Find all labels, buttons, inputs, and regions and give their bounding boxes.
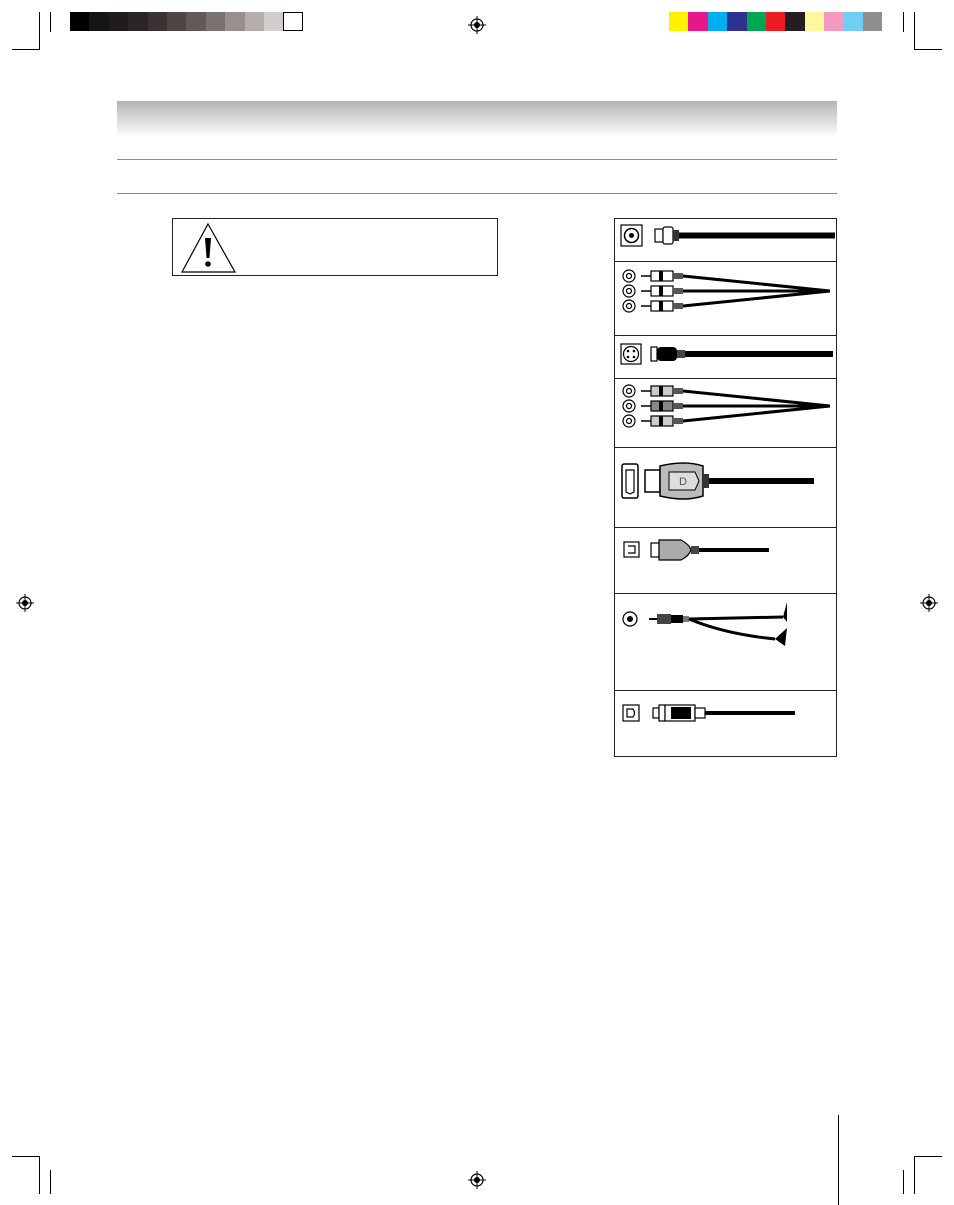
gray-swatch xyxy=(109,12,128,31)
cable-types-panel xyxy=(614,218,837,757)
pink-swatch xyxy=(824,12,843,31)
crop-mark xyxy=(12,49,40,50)
registration-mark-icon xyxy=(468,16,486,34)
coaxial-cable-row xyxy=(615,219,836,262)
caution-box xyxy=(172,218,498,276)
light-cyan-swatch xyxy=(844,12,863,31)
registration-mark-icon xyxy=(468,1171,486,1189)
registration-mark-icon xyxy=(920,594,938,612)
crop-mark xyxy=(914,1156,915,1194)
gray-swatch xyxy=(148,12,167,31)
gray-swatch xyxy=(245,12,264,31)
magenta-swatch xyxy=(688,12,707,31)
section-header-band xyxy=(117,101,837,137)
crop-mark xyxy=(914,1156,942,1157)
cyan-swatch xyxy=(708,12,727,31)
gray-swatch xyxy=(128,12,147,31)
crop-mark xyxy=(39,12,40,50)
crop-mark xyxy=(39,1156,40,1194)
gray-swatch xyxy=(283,12,302,31)
ir-blaster-cable-row xyxy=(615,594,836,691)
hdmi-cable-row xyxy=(615,448,836,528)
process-color-bar xyxy=(669,12,882,31)
warning-triangle-icon xyxy=(180,222,238,274)
red-swatch xyxy=(766,12,785,31)
yellow-swatch xyxy=(669,12,688,31)
crop-mark xyxy=(903,12,904,32)
ir-blaster-cable-icon xyxy=(615,594,836,691)
green-swatch xyxy=(747,12,766,31)
gray-swatch xyxy=(863,12,882,31)
s-video-cable-icon xyxy=(615,336,836,379)
crop-mark xyxy=(914,49,942,50)
crop-mark xyxy=(50,1170,51,1194)
component-cable-row xyxy=(615,379,836,448)
blue-swatch xyxy=(727,12,746,31)
registration-mark-icon xyxy=(16,594,34,612)
coaxial-cable-icon xyxy=(615,219,836,262)
av-cable-row xyxy=(615,262,836,336)
optical-cable-row xyxy=(615,691,836,757)
crop-mark xyxy=(50,12,51,32)
gray-swatch xyxy=(186,12,205,31)
gray-swatch xyxy=(167,12,186,31)
component-video-cable-icon xyxy=(615,379,836,448)
crop-mark xyxy=(914,12,915,50)
optical-audio-cable-icon xyxy=(615,691,836,757)
s-video-cable-row xyxy=(615,336,836,379)
ieee1394-cable-icon xyxy=(615,528,836,594)
divider-rule xyxy=(117,193,837,194)
crop-mark xyxy=(12,1156,40,1157)
light-yellow-swatch xyxy=(805,12,824,31)
grayscale-color-bar xyxy=(70,12,303,31)
hdmi-cable-icon xyxy=(615,448,836,528)
av-rca-cable-icon xyxy=(615,262,836,336)
ieee1394-cable-row xyxy=(615,528,836,594)
black-swatch xyxy=(785,12,804,31)
gray-swatch xyxy=(264,12,283,31)
gray-swatch xyxy=(206,12,225,31)
divider-rule xyxy=(117,159,837,160)
gray-swatch xyxy=(225,12,244,31)
gray-swatch xyxy=(70,12,89,31)
crop-mark xyxy=(903,1170,904,1194)
gray-swatch xyxy=(89,12,108,31)
page-edge-mark xyxy=(838,1115,839,1205)
svg-text:D: D xyxy=(679,476,687,488)
